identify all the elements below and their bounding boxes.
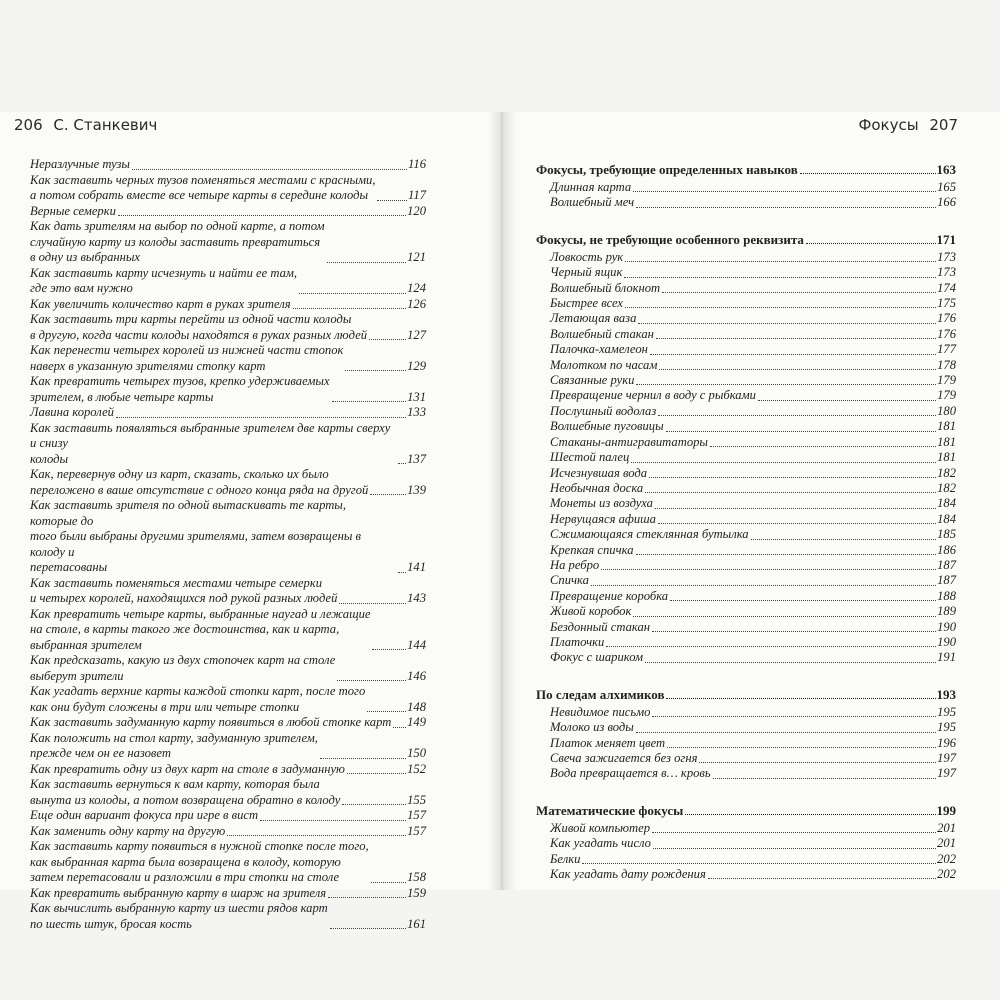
toc-entry-title: Как превратить четыре карты, выбранные наугад и лежащие на столе, в карты такого же достоинства, как и карта, выбранная зрителем [30,606,371,652]
toc-entry-title: Лавина королей [30,405,114,419]
toc-entry-page-number: 176 [937,326,956,341]
dot-leader [633,190,936,192]
toc-entry-page-number: 191 [937,650,956,665]
toc-entry-title: Как заменить одну карту на другую [30,823,226,838]
toc-entry-title: На ребро [550,557,600,572]
toc-entry-page-number: 182 [937,465,956,480]
toc-entry-page-number: 181 [937,434,956,449]
toc-entry-page-number: 184 [937,496,956,511]
toc-entry[interactable] [550,311,956,326]
toc-entry[interactable] [550,466,956,481]
dot-leader [685,813,935,815]
toc-entry-title: Как заставить поменяться местами четыре семерки и четырех королей, находящихся под рукой разных людей [30,575,338,605]
toc-entry-title: Стаканы-антигравитаторы [550,434,708,449]
toc-entry-title: Как заставить карту появиться в нужной стопке после того, как выбранная карта была возвращена в колоду, которую затем перетасовали и разложили в три стопки на столе [30,839,369,884]
dot-leader [631,461,936,463]
toc-entry-title: Как превратить одну из двух карт на столе в задуманную [30,761,345,776]
toc-entry-page-number: 190 [937,619,956,634]
toc-entry[interactable] [550,836,956,851]
toc-entry[interactable] [550,543,956,558]
right-page-number: 207 [929,116,958,134]
toc-entry-title: Крепкая спичка [550,542,634,557]
toc-entry-title: Живой коробок [550,604,632,619]
dot-leader [132,168,407,170]
dot-leader [398,571,406,573]
toc-entry[interactable] [550,180,956,195]
dot-leader [758,399,936,401]
dot-leader [659,368,936,370]
toc-entry[interactable] [30,312,426,343]
toc-entry-title: Превращение коробка [550,588,669,603]
dot-leader [649,476,936,478]
dot-leader [667,746,936,748]
toc-entry-title: Как заставить задуманную карту появиться в любой стопке карт [30,715,392,729]
dot-leader [638,322,936,324]
dot-leader [806,242,936,244]
toc-entry[interactable] [30,715,426,731]
toc-entry-title: Как предсказать, какую из двух стопочек карт на столе выберут зрители [30,653,336,683]
toc-entry-page-number: 202 [937,867,956,882]
right-running-head [858,116,964,134]
toc-entry-title: Волшебный меч [550,195,635,210]
left-running-title: С. Станкевич [53,116,158,134]
toc-entry[interactable] [550,720,956,735]
dot-leader [293,307,407,309]
dot-leader [710,445,936,447]
section-heading[interactable] [536,232,956,247]
toc-entry[interactable] [550,296,956,311]
dot-leader [666,697,935,699]
right-running-title: Фокусы [858,116,919,134]
toc-entry[interactable] [30,839,426,886]
dot-leader [633,615,936,617]
toc-entry-title: Как заставить появляться выбранные зрителем две карты сверху и снизу колоды [30,420,391,466]
dot-leader [591,584,936,586]
toc-entry[interactable] [30,374,426,405]
toc-entry[interactable] [550,867,956,882]
dot-leader [260,819,406,821]
toc-entry-title: Как превратить выбранную карту в шарж на зрителя [30,885,327,900]
dot-leader [227,834,406,836]
toc-entry-page-number: 133 [407,405,426,419]
toc-entry-page-number: 117 [408,188,426,202]
toc-entry[interactable] [550,821,956,836]
toc-entry-page-number: 195 [937,704,956,719]
toc-entry-page-number: 173 [937,265,956,280]
dot-leader [347,772,406,774]
toc-entry-title: Как дать зрителям на выбор по одной карте, а потом случайную карту из колоды заставить превратиться в одну из выбранных [30,219,325,264]
toc-entry[interactable] [550,589,956,604]
toc-entry-title: Еще один вариант фокуса при игре в вист [30,808,259,822]
left-toc-list [30,157,426,932]
toc-entry-title: Как увеличить количество карт в руках зрителя [30,296,291,311]
toc-entry-title: Необычная доска [550,480,644,495]
toc-entry[interactable] [30,421,426,468]
toc-entry[interactable] [30,886,426,902]
toc-entry[interactable] [30,498,426,576]
toc-entry[interactable] [30,297,426,313]
toc-entry-page-number: 184 [937,511,956,526]
toc-entry-title: Нервущаяся афиша [550,511,656,526]
toc-entry[interactable] [550,766,956,781]
toc-entry[interactable] [550,635,956,650]
toc-entry[interactable] [550,558,956,573]
dot-leader [662,291,936,293]
toc-entry-title: Как превратить четырех тузов, крепко удерживаемых зрителем, в любые четыре карты [30,374,330,404]
toc-section [536,162,956,211]
toc-entry-title: Как угадать верхние карты каждой стопки карт, после того как они будут сложены в три или четыре стопки [30,684,366,714]
toc-entry[interactable] [30,343,426,374]
toc-entry-page-number: 159 [407,885,426,900]
dot-leader [377,199,407,201]
dot-leader [650,353,936,355]
toc-entry-page-number: 126 [407,296,426,311]
dot-leader [606,645,936,647]
left-page [0,112,490,931]
toc-entry-page-number: 175 [937,296,956,311]
dot-leader [337,679,406,681]
dot-leader [699,761,936,763]
toc-entry[interactable] [550,419,956,434]
toc-entry-title: Волшебные пуговицы [550,419,664,434]
toc-entry-page-number: 155 [407,792,426,807]
toc-entry-title: Черный ящик [550,265,623,280]
dot-leader [713,777,937,779]
toc-entry-title: Сжимающаяся стеклянная бутылка [550,527,749,542]
toc-entry-page-number: 177 [937,342,956,357]
toc-entry-title: Белки [550,851,581,866]
toc-entry-page-number: 144 [407,637,426,652]
toc-entry-title: Как положить на стол карту, задуманную зрителем, прежде чем он ее назовет [30,730,318,760]
toc-entry-title: Волшебный блокнот [550,280,661,295]
toc-entry-title: Неразлучные тузы [30,157,130,171]
toc-entry-page-number: 137 [407,451,426,466]
toc-entry-page-number: 157 [407,808,426,822]
toc-entry[interactable] [30,576,426,607]
toc-entry-title: Связанные руки [550,373,635,388]
toc-entry-title: Палочка-хамелеон [550,342,648,357]
toc-entry-title: Фокус с шариком [550,650,644,665]
section-heading-title: Фокусы, требующие определенных навыков [536,162,798,177]
toc-entry-page-number: 179 [937,373,956,388]
toc-entry-page-number: 116 [408,157,426,171]
dot-leader [372,648,406,650]
section-heading-page-number: 199 [936,802,956,818]
toc-entry-page-number: 158 [407,870,426,884]
dot-leader [342,803,406,805]
toc-entry-page-number: 180 [937,403,956,418]
dot-leader [332,400,407,402]
section-heading-page-number: 171 [936,231,956,247]
dot-leader [625,260,936,262]
dot-leader [636,731,936,733]
right-page [512,112,1000,890]
toc-entry-page-number: 161 [407,916,426,931]
toc-entry-page-number: 202 [937,851,956,866]
toc-entry[interactable] [30,762,426,778]
toc-entry-title: Свеча зажигается без огня [550,751,698,765]
dot-leader [370,493,406,495]
dot-leader [645,491,936,493]
toc-entry-title: Живой компьютер [550,820,651,835]
dot-leader [751,538,937,540]
toc-entry-title: Превращение чернил в воду с рыбками [550,388,756,403]
dot-leader [345,369,406,371]
toc-entry[interactable] [550,751,956,766]
toc-entry[interactable] [30,653,426,684]
toc-entry[interactable] [550,327,956,342]
dot-leader [369,338,406,340]
toc-entry-title: Шестой палец [550,450,630,465]
toc-entry-title: Как угадать число [550,836,651,851]
dot-leader [658,414,936,416]
dot-leader [625,306,936,308]
dot-leader [636,383,936,385]
toc-entry-title: Летающая ваза [550,311,637,326]
toc-entry[interactable] [550,250,956,265]
toc-entry-page-number: 201 [937,820,956,835]
toc-entry-page-number: 186 [937,542,956,557]
toc-entry[interactable] [30,901,426,932]
toc-entry-title: Быстрее всех [550,296,624,311]
toc-entry-title: Как, перевернув одну из карт, сказать, сколько их было переложено в ваше отсутствие с одного конца ряда на другой [30,467,369,497]
dot-leader [670,599,936,601]
toc-entry[interactable] [550,358,956,373]
toc-entry-page-number: 201 [937,836,956,851]
toc-section [536,232,956,666]
toc-entry-title: Монеты из воздуха [550,496,653,511]
toc-entry[interactable] [550,195,956,210]
toc-entry[interactable] [30,266,426,297]
toc-entry[interactable] [550,604,956,619]
toc-entry-page-number: 188 [937,588,956,603]
toc-entry-page-number: 197 [937,751,956,765]
toc-entry-title: Спичка [550,573,589,588]
section-heading-page-number: 193 [936,686,956,702]
dot-leader [393,726,406,728]
toc-entry-page-number: 181 [937,419,956,434]
section-items [536,705,956,782]
toc-entry-title: Исчезнувшая вода [550,465,648,480]
dot-leader [652,630,936,632]
toc-entry-page-number: 150 [407,746,426,760]
dot-leader [655,507,936,509]
right-toc-list [536,162,956,903]
toc-entry-title: Как заставить вернуться к вам карту, которая была вынута из колоды, а потом возвращена обратно в колоду [30,777,341,807]
book-spread [0,112,1000,931]
toc-entry-title: Как заставить три карты перейти из одной части колоды в другую, когда части колоды находятся в руках разных людей [30,312,368,342]
toc-entry-page-number: 157 [407,823,426,838]
section-items [536,250,956,666]
toc-entry-page-number: 152 [407,761,426,776]
toc-entry[interactable] [550,650,956,665]
toc-entry[interactable] [30,607,426,654]
toc-entry[interactable] [30,173,426,204]
toc-entry-title: Как заставить карту исчезнуть и найти ее там, где это вам нужно [30,265,298,295]
dot-leader [601,568,936,570]
toc-entry-page-number: 121 [407,250,426,264]
toc-entry-page-number: 187 [937,557,956,572]
dot-leader [636,206,936,208]
toc-entry-title: Молоко из воды [550,720,634,735]
toc-entry-title: Как вычислить выбранную карту из шести рядов карт по шесть штук, бросая кость [30,901,328,931]
toc-entry-page-number: 173 [937,249,956,264]
toc-entry-page-number: 166 [937,195,956,210]
toc-entry-page-number: 195 [937,720,956,735]
dot-leader [656,337,936,339]
dot-leader [658,522,936,524]
dot-leader [645,661,936,663]
dot-leader [327,261,407,263]
toc-entry[interactable] [550,705,956,720]
toc-entry-title: Бездонный стакан [550,619,650,634]
dot-leader [398,462,406,464]
dot-leader [320,757,406,759]
toc-entry-title: Невидимое письмо [550,704,651,719]
toc-entry-title: Молотком по часам [550,357,658,372]
section-heading[interactable] [536,162,956,177]
toc-section [536,687,956,782]
toc-entry-title: Ловкость рук [550,249,624,264]
dot-leader [116,416,406,418]
toc-entry-title: Волшебный стакан [550,326,654,341]
toc-entry[interactable] [550,527,956,542]
section-heading-title: Математические фокусы [536,802,684,818]
dot-leader [330,927,406,929]
dot-leader [652,715,936,717]
toc-entry[interactable] [550,512,956,527]
section-heading[interactable] [536,803,956,818]
toc-entry-page-number: 176 [937,311,956,326]
toc-section [536,803,956,883]
section-heading-title: По следам алхимиков [536,686,665,702]
dot-leader [666,430,936,432]
toc-entry-page-number: 178 [937,357,956,372]
toc-entry[interactable] [30,824,426,840]
toc-entry[interactable] [550,573,956,588]
toc-entry-page-number: 189 [937,604,956,619]
toc-entry[interactable] [550,388,956,403]
toc-entry[interactable] [550,404,956,419]
toc-entry-page-number: 196 [937,735,956,750]
toc-entry-page-number: 139 [407,482,426,497]
dot-leader [653,847,936,849]
toc-entry-page-number: 120 [407,203,426,218]
toc-entry[interactable] [550,620,956,635]
toc-entry-title: Верные семерки [30,203,116,218]
left-page-number: 206 [14,116,43,134]
toc-entry-title: Как заставить черных тузов поменяться местами с красными, а потом собрать вместе все четыре карты в середине колоды [30,172,376,202]
toc-entry[interactable] [30,204,426,220]
dot-leader [328,896,406,898]
toc-entry[interactable] [550,281,956,296]
toc-entry[interactable] [550,435,956,450]
toc-entry-page-number: 141 [407,560,426,574]
section-heading-title: Фокусы, не требующие особенного реквизита [536,231,804,247]
dot-leader [800,172,936,174]
toc-entry-page-number: 187 [937,573,956,588]
toc-entry-title: Как заставить зрителя по одной вытаскивать те карты, которые до того были выбраны другими зрителями, затем возвращены в колоду и перетасованы [30,498,362,574]
toc-entry[interactable] [30,777,426,808]
toc-entry[interactable] [550,496,956,511]
toc-entry[interactable] [30,157,426,173]
dot-leader [636,553,937,555]
section-heading-page-number: 163 [936,162,956,177]
toc-entry-page-number: 143 [407,591,426,605]
toc-entry-page-number: 129 [407,358,426,373]
section-heading[interactable] [536,687,956,702]
dot-leader [371,881,406,883]
left-running-head [8,116,157,134]
toc-entry-title: Как перенести четырех королей из нижней части стопок наверх в указанную зрителями стопку карт [30,343,344,373]
dot-leader [708,877,936,879]
toc-entry-page-number: 197 [937,766,956,781]
dot-leader [339,602,406,604]
toc-entry-title: Как угадать дату рождения [550,867,706,882]
toc-entry-page-number: 182 [937,480,956,495]
toc-entry[interactable] [30,219,426,266]
toc-entry[interactable] [30,467,426,498]
dot-leader [652,831,936,833]
toc-entry[interactable] [550,342,956,357]
toc-entry-page-number: 190 [937,634,956,649]
toc-entry[interactable] [30,808,426,824]
dot-leader [367,710,406,712]
section-items [536,180,956,211]
toc-entry-title: Длинная карта [550,180,632,194]
toc-entry-page-number: 148 [407,699,426,714]
toc-entry-page-number: 146 [407,668,426,683]
toc-entry[interactable] [30,405,426,421]
toc-entry-page-number: 174 [937,280,956,295]
toc-entry[interactable] [550,373,956,388]
toc-entry-page-number: 131 [407,389,426,404]
toc-entry[interactable] [30,731,426,762]
toc-entry-page-number: 185 [937,527,956,542]
toc-entry[interactable] [550,736,956,751]
toc-entry-title: Вода превращается в… кровь [550,766,711,781]
toc-entry-page-number: 179 [937,388,956,403]
toc-entry-page-number: 165 [937,180,956,194]
toc-entry-title: Послушный водолаз [550,403,657,418]
dot-leader [624,276,936,278]
section-items [536,821,956,883]
toc-entry-page-number: 124 [407,281,426,295]
dot-leader [582,862,936,864]
toc-entry-title: Платок меняет цвет [550,735,666,750]
toc-entry-page-number: 181 [937,450,956,465]
toc-entry[interactable] [30,684,426,715]
toc-entry[interactable] [550,450,956,465]
toc-entry-page-number: 149 [407,715,426,729]
dot-leader [118,214,406,216]
toc-entry[interactable] [550,852,956,867]
toc-entry[interactable] [550,481,956,496]
toc-entry[interactable] [550,265,956,280]
dot-leader [299,292,406,294]
toc-entry-title: Платочки [550,634,605,649]
toc-entry-page-number: 127 [407,327,426,342]
